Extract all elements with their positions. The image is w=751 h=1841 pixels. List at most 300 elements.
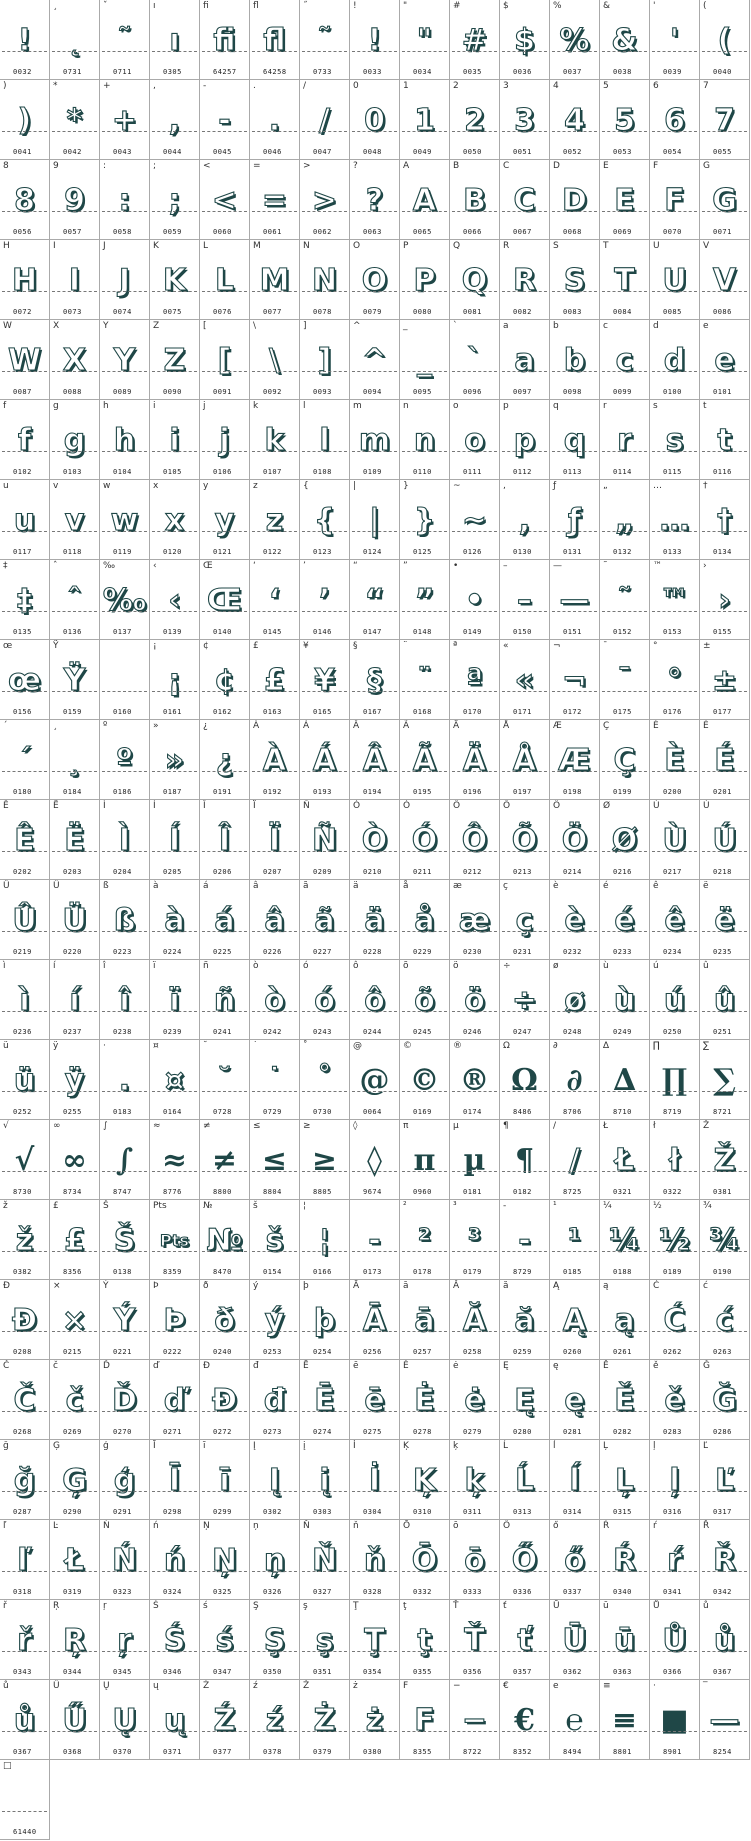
- glyph-code: 0094: [363, 388, 382, 396]
- glyph-sample: È: [664, 743, 685, 778]
- glyph-sample: X: [62, 343, 87, 378]
- glyph-code: 0087: [13, 388, 32, 396]
- glyph-row: [0, 1520, 751, 1600]
- glyph-label: ¶: [503, 1121, 509, 1131]
- glyph-code: 0052: [563, 148, 582, 156]
- glyph-label: Į: [253, 1441, 256, 1451]
- glyph-label: ¡: [153, 641, 157, 651]
- glyph-cell: [100, 480, 150, 560]
- baseline-rule: [252, 451, 297, 452]
- glyph-code: 0315: [613, 1508, 632, 1516]
- glyph-cell: [350, 1680, 400, 1760]
- glyph-cell: [100, 640, 150, 720]
- glyph-cell: [0, 160, 50, 240]
- glyph-sample: ñ: [213, 983, 236, 1018]
- glyph-cell: [300, 0, 350, 80]
- baseline-rule: [702, 451, 747, 452]
- baseline-rule: [502, 371, 547, 372]
- glyph-cell: [400, 880, 450, 960]
- baseline-rule: [502, 771, 547, 772]
- baseline-rule: [52, 1091, 97, 1092]
- glyph-label: †: [703, 481, 708, 491]
- glyph-cell: [500, 0, 550, 80]
- glyph-label: Ĺ: [503, 1441, 509, 1451]
- glyph-cell: [50, 1360, 100, 1440]
- glyph-label: Ŗ: [53, 1601, 60, 1611]
- glyph-label: ř: [3, 1601, 7, 1611]
- baseline-rule: [602, 1651, 647, 1652]
- glyph-sample: 6: [664, 103, 685, 138]
- glyph-cell: [450, 1200, 500, 1280]
- glyph-cell: [250, 1520, 300, 1600]
- glyph-code: 0305: [163, 68, 182, 76]
- glyph-code: 0184: [63, 788, 82, 796]
- glyph-label: ą: [603, 1281, 609, 1291]
- glyph-code: 0072: [13, 308, 32, 316]
- glyph-code: 0221: [113, 1348, 132, 1356]
- glyph-sample: ¹: [567, 1223, 582, 1258]
- baseline-rule: [152, 691, 197, 692]
- baseline-rule: [2, 1411, 47, 1412]
- glyph-cell: [550, 880, 600, 960]
- glyph-sample: ‹: [168, 583, 181, 618]
- glyph-code: 0324: [163, 1588, 182, 1596]
- glyph-code: 0168: [413, 708, 432, 716]
- baseline-rule: [652, 451, 697, 452]
- glyph-code: 0960: [413, 1188, 432, 1196]
- glyph-label: %: [553, 1, 562, 11]
- glyph-sample: /: [569, 1143, 580, 1178]
- glyph-sample: ě: [664, 1383, 685, 1418]
- glyph-code: 0123: [313, 548, 332, 556]
- glyph-cell: [500, 1120, 550, 1200]
- glyph-label: -: [203, 81, 207, 91]
- glyph-label: ē: [353, 1361, 359, 1371]
- glyph-label: ø: [553, 961, 559, 971]
- glyph-sample: 9: [64, 183, 85, 218]
- baseline-rule: [152, 1331, 197, 1332]
- baseline-rule: [652, 131, 697, 132]
- glyph-label: á: [203, 881, 209, 891]
- glyph-cell: [150, 240, 200, 320]
- glyph-cell: [0, 1200, 50, 1280]
- glyph-row: [0, 1440, 751, 1520]
- glyph-code: 8722: [463, 1748, 482, 1756]
- glyph-sample: »: [164, 743, 185, 778]
- glyph-row: [0, 80, 751, 160]
- glyph-code: 0185: [563, 1268, 582, 1276]
- baseline-rule: [152, 1091, 197, 1092]
- glyph-code: 0327: [313, 1588, 332, 1596]
- glyph-cell: [550, 1280, 600, 1360]
- glyph-sample: Ň: [311, 1543, 338, 1578]
- glyph-cell: [550, 160, 600, 240]
- glyph-sample: Ç: [613, 743, 636, 778]
- glyph-cell: [650, 1280, 700, 1360]
- glyph-sample: û: [713, 983, 736, 1018]
- baseline-rule: [52, 1731, 97, 1732]
- glyph-cell: [150, 1520, 200, 1600]
- glyph-cell: [500, 960, 550, 1040]
- glyph-code: 0232: [563, 948, 582, 956]
- glyph-sample: %: [559, 23, 590, 58]
- glyph-label: ±: [703, 641, 711, 651]
- glyph-sample: T: [614, 263, 635, 298]
- glyph-code: 0146: [313, 628, 332, 636]
- baseline-rule: [302, 691, 347, 692]
- glyph-label: ğ: [3, 1441, 9, 1451]
- glyph-sample: ú: [663, 983, 686, 1018]
- glyph-sample: ": [416, 23, 433, 58]
- glyph-sample: b: [563, 343, 586, 378]
- glyph-sample: ı: [169, 23, 180, 58]
- glyph-code: 0124: [363, 548, 382, 556]
- baseline-rule: [552, 611, 597, 612]
- baseline-rule: [52, 771, 97, 772]
- glyph-sample: ¬: [561, 663, 588, 698]
- glyph-sample: ª: [466, 663, 483, 698]
- glyph-label: Ň: [303, 1521, 310, 1531]
- glyph-code: 0112: [513, 468, 532, 476]
- glyph-cell: [150, 480, 200, 560]
- glyph-code: 0114: [613, 468, 632, 476]
- baseline-rule: [452, 1491, 497, 1492]
- glyph-code: 0251: [713, 1028, 732, 1036]
- glyph-cell: [450, 1040, 500, 1120]
- glyph-sample: þ: [313, 1303, 336, 1338]
- glyph-label: [: [203, 321, 207, 331]
- glyph-sample: Ć: [663, 1303, 686, 1338]
- glyph-sample: Ñ: [311, 823, 338, 858]
- glyph-cell: [650, 1600, 700, 1680]
- glyph-cell: [300, 320, 350, 400]
- glyph-sample: ť: [517, 1623, 532, 1658]
- glyph-sample: £: [264, 663, 285, 698]
- glyph-code: 0076: [213, 308, 232, 316]
- glyph-label: ţ: [403, 1601, 407, 1611]
- glyph-sample: Ů: [662, 1623, 687, 1658]
- glyph-cell: [350, 560, 400, 640]
- glyph-cell: [300, 1440, 350, 1520]
- glyph-sample: æ: [458, 903, 491, 938]
- glyph-label: İ: [353, 1441, 356, 1451]
- glyph-cell: [100, 1200, 150, 1280]
- glyph-cell: [100, 720, 150, 800]
- glyph-sample: D: [562, 183, 587, 218]
- glyph-sample: F: [414, 1703, 435, 1738]
- baseline-rule: [2, 691, 47, 692]
- baseline-rule: [152, 131, 197, 132]
- glyph-cell: [0, 960, 50, 1040]
- glyph-cell: [400, 560, 450, 640]
- glyph-cell: [450, 0, 500, 80]
- glyph-sample: ‘: [268, 583, 281, 618]
- glyph-sample: Ś: [163, 1623, 186, 1658]
- glyph-label: Ò: [353, 801, 361, 811]
- glyph-label: Æ: [553, 721, 562, 731]
- glyph-cell: [350, 1200, 400, 1280]
- glyph-code: 0228: [363, 948, 382, 956]
- baseline-rule: [252, 51, 297, 52]
- baseline-rule: [502, 1731, 547, 1732]
- glyph-code: 0198: [563, 788, 582, 796]
- glyph-label: Ã: [403, 721, 410, 731]
- baseline-rule: [452, 771, 497, 772]
- glyph-label: Ý: [103, 1281, 109, 1291]
- baseline-rule: [202, 451, 247, 452]
- glyph-cell: [350, 1040, 400, 1120]
- glyph-sample: Ž: [713, 1143, 736, 1178]
- glyph-cell: [200, 400, 250, 480]
- baseline-rule: [402, 611, 447, 612]
- glyph-sample: ˘: [217, 1063, 232, 1098]
- baseline-rule: [252, 1731, 297, 1732]
- glyph-sample: ¡: [167, 663, 182, 698]
- glyph-sample: ˜: [317, 23, 332, 58]
- glyph-cell: [500, 1040, 550, 1120]
- baseline-rule: [102, 131, 147, 132]
- glyph-code: 0235: [713, 948, 732, 956]
- glyph-code: 0310: [413, 1508, 432, 1516]
- glyph-code: 0131: [563, 548, 582, 556]
- glyph-code: 0056: [13, 228, 32, 236]
- glyph-label: Ľ: [703, 1441, 709, 1451]
- glyph-cell: [300, 640, 350, 720]
- glyph-code: 0356: [463, 1668, 482, 1676]
- glyph-code: 0298: [163, 1508, 182, 1516]
- glyph-label: ;: [153, 161, 157, 171]
- glyph-cell: [500, 1680, 550, 1760]
- baseline-rule: [452, 1731, 497, 1732]
- glyph-sample: ţ: [417, 1623, 432, 1658]
- glyph-label: ĺ: [553, 1441, 556, 1451]
- glyph-sample: ō: [464, 1543, 485, 1578]
- glyph-sample: ß: [113, 903, 136, 938]
- glyph-code: 0346: [163, 1668, 182, 1676]
- glyph-code: 0093: [313, 388, 332, 396]
- glyph-code: 0135: [13, 628, 32, 636]
- glyph-cell: [400, 1680, 450, 1760]
- glyph-sample: ×: [61, 1303, 88, 1338]
- glyph-code: 0041: [13, 148, 32, 156]
- glyph-cell: [100, 1600, 150, 1680]
- glyph-cell: [350, 1120, 400, 1200]
- glyph-code: 0085: [663, 308, 682, 316]
- glyph-code: 0068: [563, 228, 582, 236]
- baseline-rule: [52, 1171, 97, 1172]
- glyph-code: 0206: [213, 868, 232, 876]
- glyph-label: <: [203, 161, 211, 171]
- glyph-code: 0046: [263, 148, 282, 156]
- glyph-cell: [600, 960, 650, 1040]
- glyph-code: 0101: [713, 388, 732, 396]
- glyph-sample: ď: [163, 1383, 186, 1418]
- baseline-rule: [102, 1011, 147, 1012]
- glyph-code: 0218: [713, 868, 732, 876]
- baseline-rule: [402, 1011, 447, 1012]
- baseline-rule: [252, 371, 297, 372]
- glyph-sample: Č: [13, 1383, 36, 1418]
- glyph-label: u: [3, 481, 9, 491]
- glyph-sample: N: [311, 263, 338, 298]
- glyph-code: 8359: [163, 1268, 182, 1276]
- baseline-rule: [52, 211, 97, 212]
- baseline-rule: [2, 611, 47, 612]
- glyph-label: š: [253, 1201, 258, 1211]
- glyph-code: 8706: [563, 1108, 582, 1116]
- glyph-sample: ℮: [565, 1703, 584, 1738]
- glyph-cell: [650, 1120, 700, 1200]
- glyph-label: ”: [403, 561, 408, 571]
- glyph-cell: [700, 1680, 750, 1760]
- baseline-rule: [102, 851, 147, 852]
- glyph-sample: ¥: [314, 663, 335, 698]
- glyph-code: 0256: [363, 1348, 382, 1356]
- glyph-code: 0230: [463, 948, 482, 956]
- glyph-code: 0192: [263, 788, 282, 796]
- glyph-cell: [500, 880, 550, 960]
- glyph-label: o: [453, 401, 459, 411]
- glyph-label: ï: [153, 961, 156, 971]
- glyph-cell: [550, 960, 600, 1040]
- glyph-code: 0243: [313, 1028, 332, 1036]
- glyph-row: [0, 720, 751, 800]
- glyph-code: 0302: [263, 1508, 282, 1516]
- glyph-label: Ö: [553, 801, 561, 811]
- glyph-cell: [600, 400, 650, 480]
- glyph-code: 0244: [363, 1028, 382, 1036]
- baseline-rule: [52, 1411, 97, 1412]
- glyph-label: õ: [403, 961, 409, 971]
- baseline-rule: [652, 1571, 697, 1572]
- baseline-rule: [302, 1411, 347, 1412]
- glyph-code: 0199: [613, 788, 632, 796]
- glyph-code: 0109: [363, 468, 382, 476]
- glyph-code: 0219: [13, 948, 32, 956]
- baseline-rule: [602, 291, 647, 292]
- glyph-sample: Ş: [263, 1623, 286, 1658]
- glyph-code: 0368: [63, 1748, 82, 1756]
- glyph-code: 0045: [213, 148, 232, 156]
- glyph-label: Ţ: [353, 1601, 359, 1611]
- glyph-sample: ľ: [17, 1543, 32, 1578]
- glyph-label: ė: [453, 1361, 459, 1371]
- baseline-rule: [402, 1571, 447, 1572]
- glyph-cell: [550, 1600, 600, 1680]
- glyph-cell: [700, 560, 750, 640]
- glyph-sample: Ó: [411, 823, 438, 858]
- glyph-label: ˘: [203, 1041, 208, 1051]
- glyph-code: 8800: [213, 1188, 232, 1196]
- glyph-label: Q: [453, 241, 461, 251]
- glyph-cell: [0, 80, 50, 160]
- baseline-rule: [502, 851, 547, 852]
- glyph-cell: [400, 1200, 450, 1280]
- glyph-sample: ﬁ: [213, 23, 236, 58]
- glyph-sample: Ő: [511, 1543, 538, 1578]
- glyph-cell: [500, 1440, 550, 1520]
- glyph-code: 0224: [163, 948, 182, 956]
- glyph-sample: ≈: [161, 1143, 188, 1178]
- glyph-label: ≠: [203, 1121, 211, 1131]
- glyph-sample: @: [359, 1063, 390, 1098]
- glyph-cell: [50, 1440, 100, 1520]
- glyph-cell: [350, 160, 400, 240]
- baseline-rule: [252, 851, 297, 852]
- baseline-rule: [502, 1091, 547, 1092]
- baseline-rule: [52, 371, 97, 372]
- glyph-cell: [100, 1680, 150, 1760]
- glyph-label: ő: [553, 1521, 559, 1531]
- glyph-label: µ: [453, 1121, 459, 1131]
- glyph-cell: [500, 160, 550, 240]
- glyph-cell: [450, 1280, 500, 1360]
- baseline-rule: [402, 1251, 447, 1252]
- glyph-cell: [600, 80, 650, 160]
- glyph-code: 0125: [413, 548, 432, 556]
- glyph-label: ˆ: [53, 561, 58, 571]
- glyph-cell: [200, 640, 250, 720]
- baseline-rule: [402, 51, 447, 52]
- glyph-label: Ä: [453, 721, 460, 731]
- baseline-rule: [152, 531, 197, 532]
- baseline-rule: [452, 1091, 497, 1092]
- baseline-rule: [302, 771, 347, 772]
- glyph-row: [0, 480, 751, 560]
- glyph-label: F: [653, 161, 659, 171]
- baseline-rule: [302, 291, 347, 292]
- glyph-label: Ť: [453, 1601, 459, 1611]
- glyph-code: 0037: [563, 68, 582, 76]
- glyph-sample: ç: [515, 903, 534, 938]
- glyph-sample: Â: [362, 743, 387, 778]
- glyph-cell: [600, 800, 650, 880]
- baseline-rule: [402, 1171, 447, 1172]
- glyph-cell: [300, 1520, 350, 1600]
- baseline-rule: [602, 1171, 647, 1172]
- glyph-sample: Ï: [268, 823, 281, 858]
- glyph-code: 0351: [313, 1668, 332, 1676]
- glyph-label: q: [553, 401, 559, 411]
- glyph-code: 0160: [113, 708, 132, 716]
- glyph-cell: [250, 1360, 300, 1440]
- baseline-rule: [452, 1411, 497, 1412]
- baseline-rule: [502, 531, 547, 532]
- glyph-code: 0222: [163, 1348, 182, 1356]
- baseline-rule: [702, 1171, 747, 1172]
- glyph-sample: ®: [459, 1063, 490, 1098]
- glyph-cell: [650, 320, 700, 400]
- glyph-code: 0059: [163, 228, 182, 236]
- glyph-sample: ų: [163, 1703, 186, 1738]
- glyph-code: 0314: [563, 1508, 582, 1516]
- baseline-rule: [152, 1171, 197, 1172]
- baseline-rule: [352, 51, 397, 52]
- glyph-cell: [650, 640, 700, 720]
- baseline-rule: [52, 531, 97, 532]
- glyph-cell: [450, 240, 500, 320]
- glyph-sample: µ: [463, 1143, 486, 1178]
- glyph-label: ◊: [353, 1121, 358, 1131]
- glyph-sample: Z: [163, 343, 186, 378]
- glyph-cell: [350, 1440, 400, 1520]
- glyph-label: X: [53, 321, 60, 331]
- glyph-code: 8804: [263, 1188, 282, 1196]
- glyph-cell: [450, 1120, 500, 1200]
- glyph-sample: ´: [17, 743, 32, 778]
- glyph-label: Ő: [503, 1521, 511, 1531]
- glyph-label: č: [53, 1361, 58, 1371]
